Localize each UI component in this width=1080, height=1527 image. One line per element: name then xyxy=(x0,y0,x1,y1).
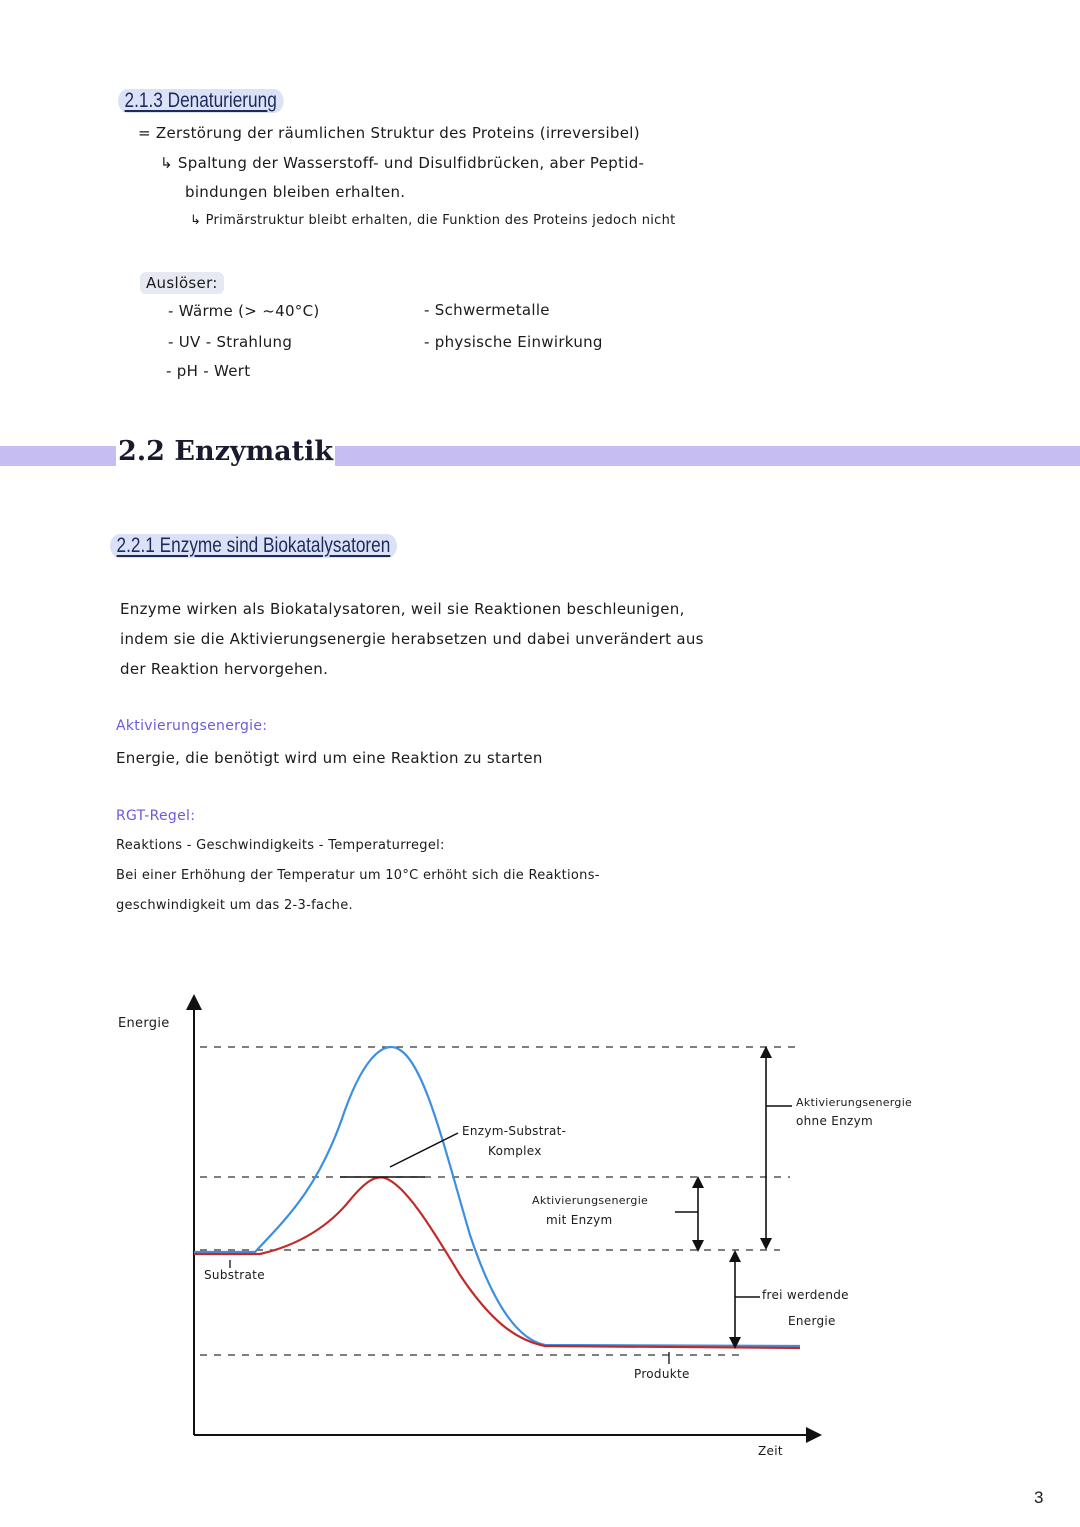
trigger-uv: - UV - Strahlung xyxy=(168,333,293,351)
trigger-label: Auslöser: xyxy=(140,272,224,294)
trigger-physical: - physische Einwirkung xyxy=(424,333,603,351)
rgt-rule-name: Reaktions - Geschwindigkeits - Temperaturregel: xyxy=(116,838,445,853)
ae-with-label-line-1: Aktivierungsenergie xyxy=(532,1194,649,1207)
paragraph-line-1: Enzyme wirken als Biokatalysatoren, weil sie Reaktionen beschleunigen, xyxy=(120,600,685,618)
consequence-line: ↳ Primärstruktur bleibt erhalten, die Funktion des Proteins jedoch nicht xyxy=(190,213,676,228)
y-axis-label: Energie xyxy=(118,1016,170,1031)
activation-energy-definition: Energie, die benötigt wird um eine Reaktion zu starten xyxy=(116,749,543,767)
free-energy-label-line-1: frei werdende xyxy=(762,1288,849,1302)
heading-biokatalysatoren: 2.2.1 Enzyme sind Biokatalysatoren xyxy=(110,534,397,558)
definition-line: = Zerstörung der räumlichen Struktur des Proteins (irreversibel) xyxy=(138,124,640,142)
substrate-label: Substrate xyxy=(204,1268,265,1282)
page-number: 3 xyxy=(1034,1488,1044,1507)
section-title-enzymatik: 2.2 Enzymatik xyxy=(118,436,334,467)
complex-label-line-1: Enzym-Substrat- xyxy=(462,1124,567,1138)
trigger-heavy-metals: - Schwermetalle xyxy=(424,301,550,319)
paragraph-line-2: indem sie die Aktivierungsenergie herabsetzen und dabei unverändert aus xyxy=(120,630,704,648)
ae-without-label-line-2: ohne Enzym xyxy=(796,1114,874,1128)
heading-denaturierung: 2.1.3 Denaturierung xyxy=(118,89,283,113)
complex-label-line-2: Komplex xyxy=(488,1144,542,1158)
free-energy-label-line-2: Energie xyxy=(788,1314,836,1328)
x-axis-label: Zeit xyxy=(758,1444,783,1458)
curve-with-enzyme xyxy=(194,1177,800,1348)
explanation-line: ↳ Spaltung der Wasserstoff- und Disulfidbrücken, aber Peptid- xyxy=(160,154,645,172)
complex-pointer xyxy=(390,1133,458,1167)
trigger-heat: - Wärme (> ~40°C) xyxy=(168,302,320,320)
rgt-rule-line-1: Bei einer Erhöhung der Temperatur um 10°C erhöht sich die Reaktions- xyxy=(116,868,600,883)
products-label: Produkte xyxy=(634,1367,690,1381)
trigger-ph: - pH - Wert xyxy=(166,362,251,380)
curve-without-enzyme xyxy=(194,1047,800,1346)
paragraph-line-3: der Reaktion hervorgehen. xyxy=(120,660,329,678)
rgt-rule-line-2: geschwindigkeit um das 2-3-fache. xyxy=(116,898,353,913)
x-axis-arrow xyxy=(806,1427,822,1443)
ae-with-label-line-2: mit Enzym xyxy=(546,1213,613,1227)
y-axis-arrow xyxy=(186,994,202,1010)
activation-energy-label: Aktivierungsenergie: xyxy=(116,718,268,734)
rgt-rule-label: RGT-Regel: xyxy=(116,808,196,824)
ae-without-label-line-1: Aktivierungsenergie xyxy=(796,1096,913,1109)
explanation-line-cont: bindungen bleiben erhalten. xyxy=(185,183,406,201)
